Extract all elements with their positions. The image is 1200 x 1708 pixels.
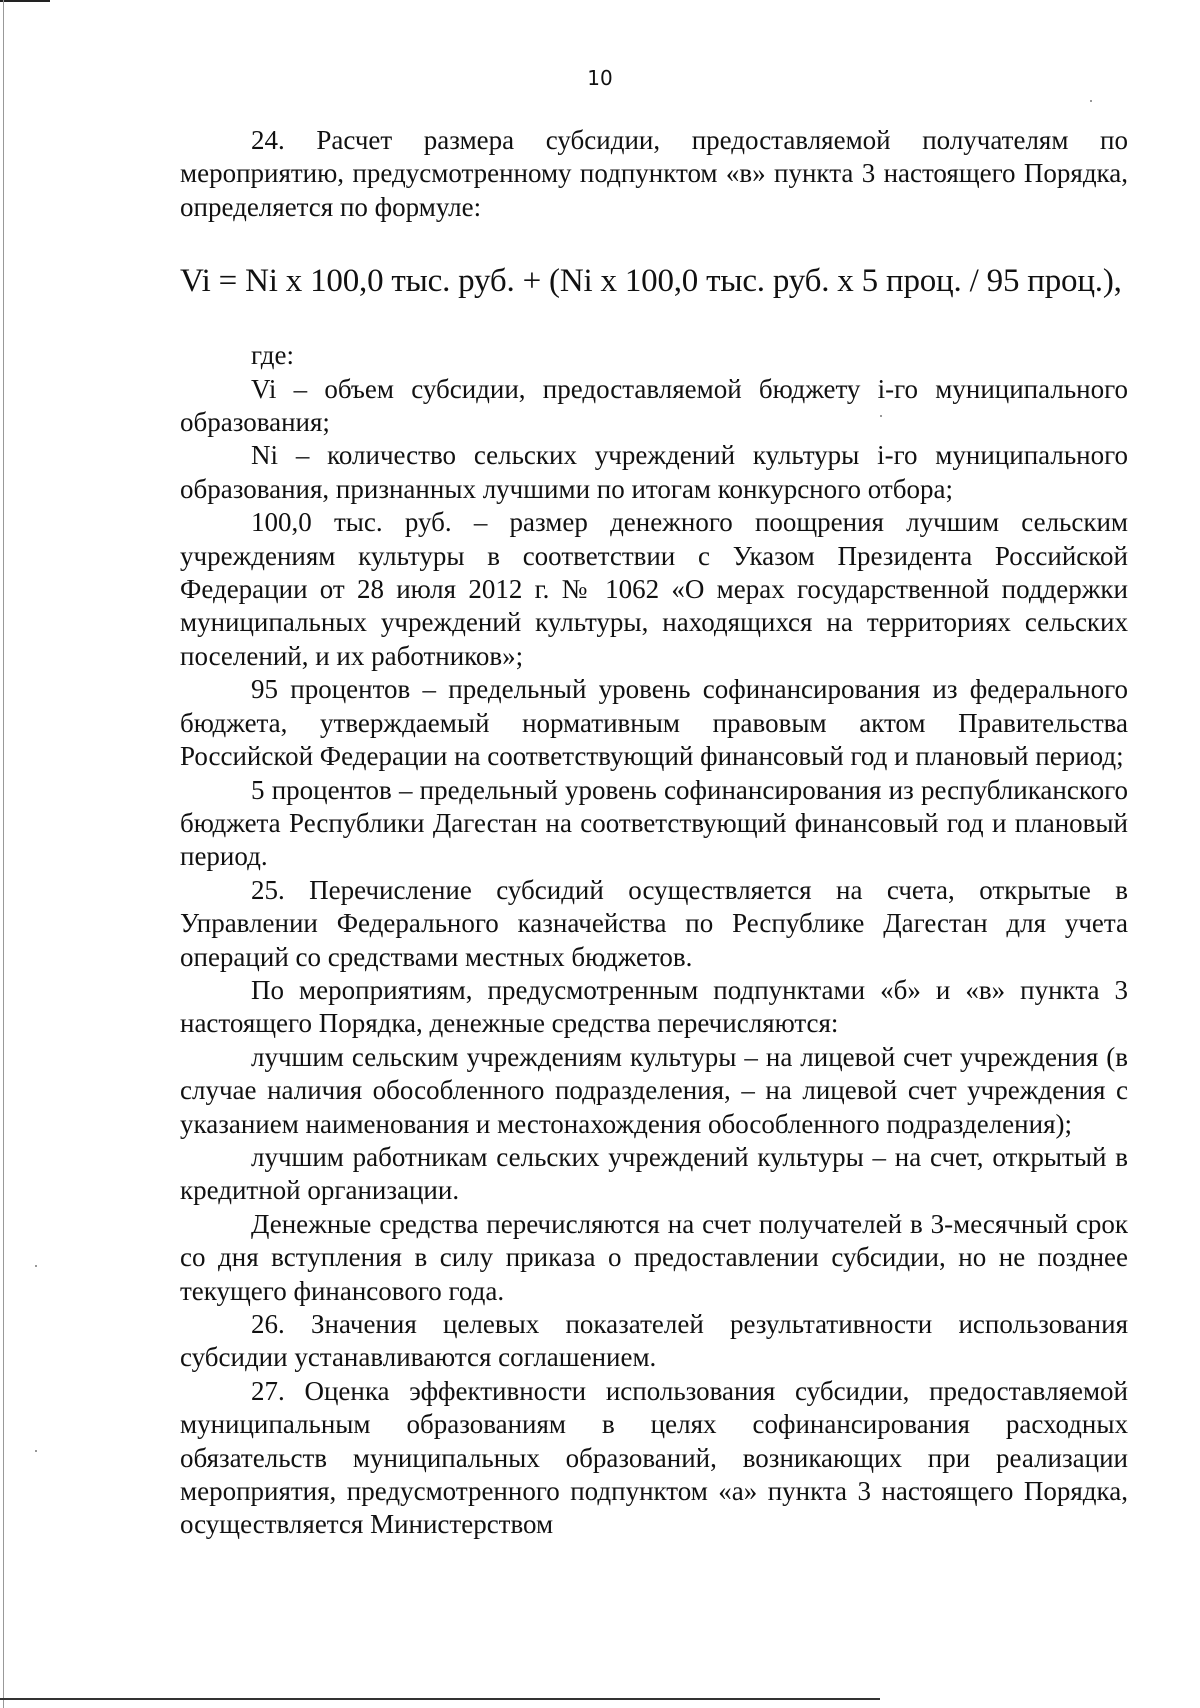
scan-speck [35, 1450, 37, 1452]
paragraph-where: где: [251, 340, 294, 371]
definition-vi: Vi – объем субсидии, предоставляемой бюджету i-го муниципального образования; [180, 373, 1128, 438]
scan-bottom-edge-line [0, 1698, 880, 1700]
paragraph-25: 25. Перечисление субсидий осуществляется на счета, открытые в Управлении Федерального казначейства по Республике Дагестан для учета операций со средствами местных бюджетов. [180, 874, 1128, 972]
paragraph-transfer-workers: лучшим работникам сельских учреждений культуры – на счет, открытый в кредитной организации. [180, 1141, 1128, 1206]
definition-ni: Ni – количество сельских учреждений культуры i-го муниципального образования, признанных лучшими по итогам конкурсного отбора; [180, 440, 1128, 504]
scan-speck [1090, 100, 1092, 102]
paragraph-24: 24. Расчет размера субсидии, предоставляемой получателям по мероприятию, предусмотренному подпунктом «в» пункта 3 настоящего Порядка, определяется по формуле: [180, 125, 1128, 222]
paragraph-27: 27. Оценка эффективности использования субсидии, предоставляемой муниципальным образованиям в целях софинансирования расходных обязательств муниципальных образований, возникающих при реализации мероприятия, предусмотренного подпунктом «а» пункта 3 настоящего Порядка, осуществляется Министерством [180, 1375, 1128, 1540]
definition-100-thousand: 100,0 тыс. руб. – размер денежного поощрения лучшим сельским учреждениям культуры в соответствии с Указом Президента Российской Федерации от 28 июля 2012 г. № 1062 «О мерах государственной поддержки муниципальных учреждений культуры, находящихся на территориях сельских поселений, и их работников»; [180, 507, 1128, 671]
subsidy-formula: Vi = Ni x 100,0 тыс. руб. + (Ni x 100,0 тыс. руб. x 5 проц. / 95 проц.), [180, 263, 1122, 300]
scan-top-edge-line [0, 0, 50, 2]
scan-speck [35, 1265, 37, 1267]
paragraph-26: 26. Значения целевых показателей результативности использования субсидии устанавливаются соглашением. [180, 1309, 1128, 1373]
page-number: 10 [587, 66, 613, 90]
paragraph-transfer-intro: По мероприятиям, предусмотренным подпунктами «б» и «в» пункта 3 настоящего Порядка, денежные средства перечисляются: [180, 974, 1128, 1039]
definition-5-percent: 5 процентов – предельный уровень софинансирования из республиканского бюджета Республики Дагестан на соответствующий финансовый год и плановый период. [180, 774, 1128, 872]
document-body [180, 124, 1128, 1542]
paragraph-transfer-deadline: Денежные средства перечисляются на счет получателей в 3-месячный срок со дня вступления в силу приказа о предоставлении субсидии, но не позднее текущего финансового года. [180, 1208, 1128, 1306]
scan-left-edge [3, 0, 4, 1708]
definition-95-percent: 95 процентов – предельный уровень софинансирования из федерального бюджета, утверждаемый нормативным правовым актом Правительства Российской Федерации на соответствующий финансовый год и плановый период; [180, 674, 1128, 772]
paragraph-transfer-institutions: лучшим сельским учреждениям культуры – на лицевой счет учреждения (в случае наличия обособленного подразделения, – на лицевой счет учреждения с указанием наименования и местонахождения обособленного подразделения); [180, 1041, 1128, 1139]
